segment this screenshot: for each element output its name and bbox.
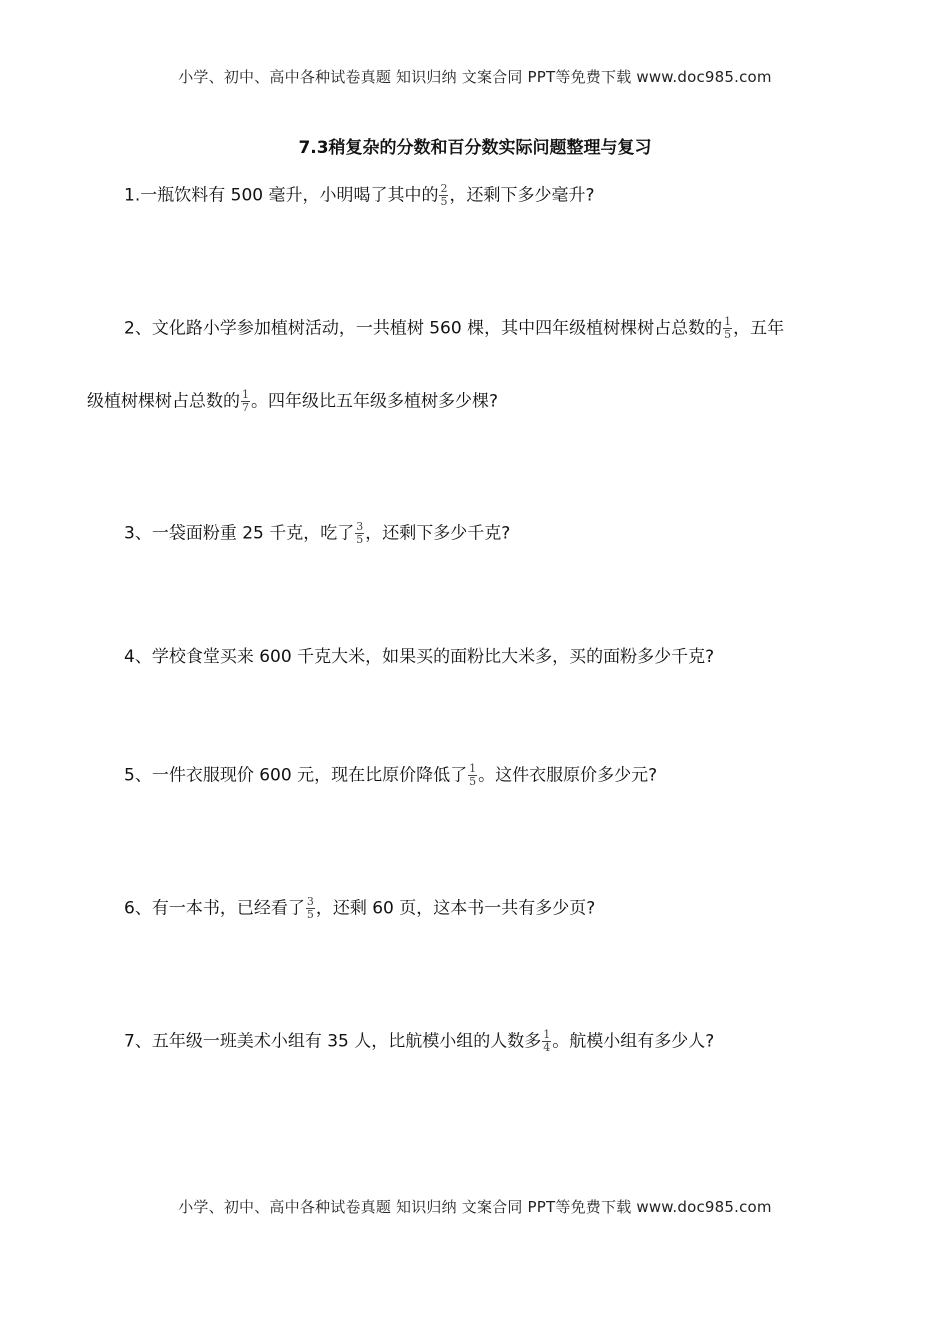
problem-5-text-b: 。这件衣服原价多少元? xyxy=(478,765,658,786)
problem-2-fraction-1: $\frac{1}{5}$ xyxy=(724,315,732,341)
problem-1 xyxy=(124,183,595,208)
problem-1-text-a: 1.一瓶饮料有 500 毫升，小明喝了其中的 xyxy=(124,185,439,206)
problem-3-text-a: 3、一袋面粉重 25 千克，吃了 xyxy=(124,523,355,544)
problem-3-fraction: $\frac{3}{5}$ xyxy=(356,520,364,546)
problem-7-text-a: 7、五年级一班美术小组有 35 人，比航模小组的人数多 xyxy=(124,1031,542,1052)
problem-4-text: 4、学校食堂买来 600 千克大米，如果买的面粉比大米多，买的面粉多少千克? xyxy=(124,647,715,667)
problem-3 xyxy=(124,521,510,546)
problem-5-fraction: $\frac{1}{5}$ xyxy=(469,762,477,788)
problem-2-text-b: ，五年 xyxy=(733,318,785,339)
problem-6-text-a: 6、有一本书，已经看了 xyxy=(124,898,305,919)
problem-7 xyxy=(124,1029,714,1054)
problem-5 xyxy=(124,763,657,788)
problem-6-text-b: ，还剩 60 页，这本书一共有多少页? xyxy=(315,898,596,919)
problem-2-text-c: 级植树棵树占总数的 xyxy=(87,391,240,412)
problem-2-fraction-2: $\frac{1}{7}$ xyxy=(242,388,249,414)
problem-2 xyxy=(124,316,784,341)
problem-6-fraction: $\frac{3}{5}$ xyxy=(306,895,314,921)
problem-2-continued xyxy=(87,389,498,414)
problem-4 xyxy=(124,645,714,669)
problem-7-text-b: 。航模小组有多少人? xyxy=(552,1031,715,1052)
problem-1-fraction: $\frac{2}{5}$ xyxy=(440,182,448,208)
problem-1-text-b: ，还剩下多少毫升? xyxy=(449,185,595,206)
problem-6 xyxy=(124,896,595,921)
problem-2-text-a: 2、文化路小学参加植树活动，一共植树 560 棵，其中四年级植树棵树占总数的 xyxy=(124,318,723,339)
problem-7-fraction: $\frac{1}{4}$ xyxy=(543,1028,551,1054)
problem-5-text-a: 5、一件衣服现价 600 元，现在比原价降低了 xyxy=(124,765,468,786)
problem-3-text-b: ，还剩下多少千克? xyxy=(365,523,511,544)
page-footer: 小学、初中、高中各种试卷真题 知识归纳 文案合同 PPT等免费下载 www.doc985.com xyxy=(178,1198,772,1216)
problem-2-text-d: 。四年级比五年级多植树多少棵? xyxy=(251,391,499,412)
page-header: 小学、初中、高中各种试卷真题 知识归纳 文案合同 PPT等免费下载 www.doc985.com xyxy=(178,68,772,86)
page-title: 7.3稍复杂的分数和百分数实际问题整理与复习 xyxy=(298,138,652,158)
